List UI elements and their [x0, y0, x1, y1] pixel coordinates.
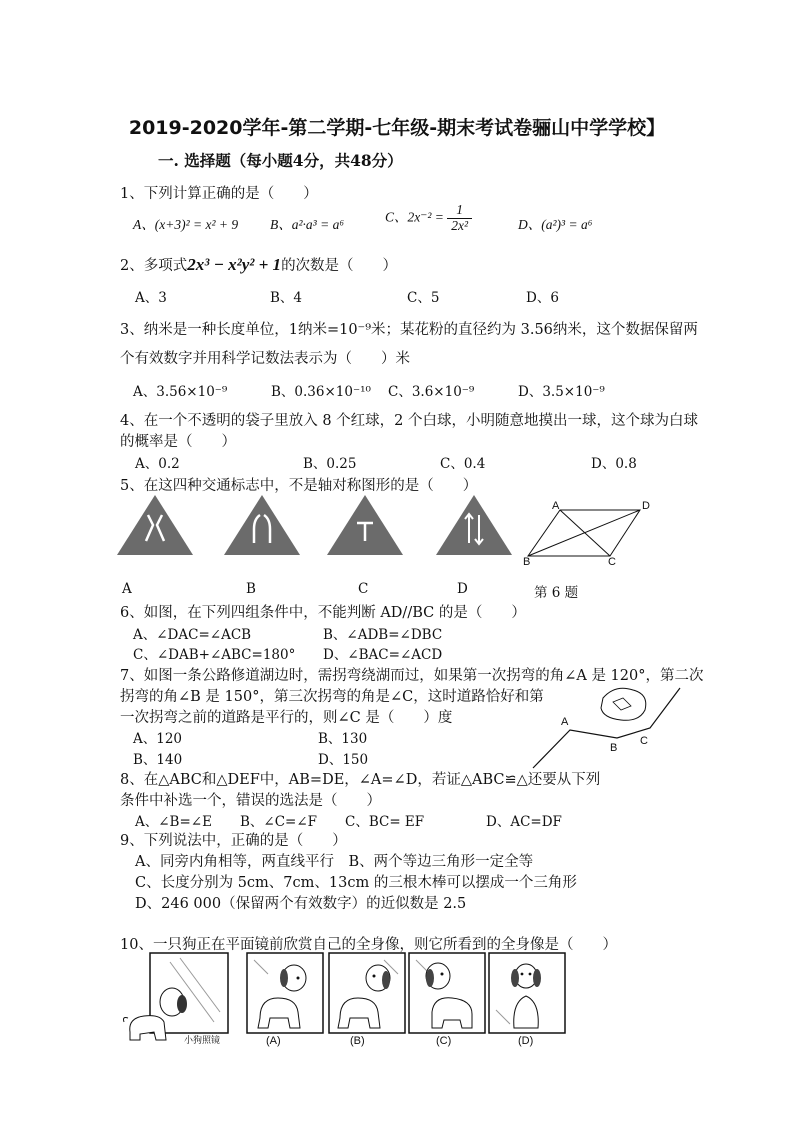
road-path	[533, 688, 680, 768]
lake-road-figure	[525, 680, 685, 770]
shine-d	[496, 1010, 510, 1024]
traffic-sign-a[interactable]	[115, 493, 195, 557]
dog-d-ear-left	[511, 969, 519, 987]
dog-c-body	[432, 998, 472, 1028]
q3-option-a[interactable]: A、3.56×10⁻⁹	[133, 384, 228, 400]
q5-label-c: C	[358, 581, 369, 597]
caption-a: (A)	[266, 1035, 281, 1047]
fig6-vertex-b: B	[523, 556, 531, 568]
caption-b: (B)	[350, 1035, 365, 1047]
lake-point-c: C	[640, 735, 648, 747]
q5-label-b: B	[246, 581, 256, 597]
q2-option-d[interactable]: D、6	[526, 290, 559, 306]
q7-option-a[interactable]: A、120	[133, 731, 183, 747]
q4-line1: 4、在一个不透明的袋子里放入 8 个红球，2 个白球，小明随意地摸出一球，这个球为白球	[120, 413, 698, 429]
q8-line1: 8、在△ABC和△DEF中，AB=DE，∠A=∠D，若证△ABC≌△还要从下列	[120, 772, 601, 788]
q10-image-d[interactable]	[488, 952, 566, 1034]
q3-option-d[interactable]: D、3.5×10⁻⁹	[518, 384, 605, 400]
q1-option-a[interactable]: A、(x+3)² = x² + 9	[133, 217, 239, 232]
q7-line2: 拐弯的角∠B 是 150°，第三次拐弯的角是∠C，这时道路恰好和第	[120, 689, 544, 705]
fig6-vertex-d: D	[642, 500, 650, 512]
q10-image-b[interactable]	[328, 952, 406, 1034]
q2-option-a[interactable]: A、3	[135, 290, 167, 306]
q2-stem-before: 2、多项式	[120, 258, 188, 274]
q1-stem: 1、下列计算正确的是（ ）	[120, 186, 318, 202]
fig6-vertex-a: A	[552, 500, 560, 512]
traffic-sign-b[interactable]	[222, 493, 302, 557]
dog-ear	[177, 995, 187, 1013]
q6-option-b[interactable]: B、∠ADB=∠DBC	[323, 627, 443, 643]
q7-option-d[interactable]: D、150	[318, 752, 369, 768]
q4-line2: 的概率是（ ）	[120, 434, 236, 450]
sign-b-triangle	[224, 495, 300, 555]
q1-c-denominator: 2x²	[451, 217, 469, 233]
q3-option-c[interactable]: C、3.6×10⁻⁹	[388, 384, 475, 400]
q4-option-c[interactable]: C、0.4	[440, 456, 486, 472]
dog-d-eye-left	[521, 973, 524, 976]
dog-d-body	[514, 996, 539, 1028]
q8-option-a[interactable]: A、∠B=∠E	[135, 814, 212, 830]
diagonal-bd	[528, 510, 640, 556]
dog-b-body	[338, 998, 380, 1028]
page-title: 2019-2020学年-第二学期-七年级-期末考试卷骊山中学学校】	[128, 117, 666, 139]
q6-option-d[interactable]: D、∠BAC=∠ACD	[323, 647, 443, 663]
q6-option-c[interactable]: C、∠DAB+∠ABC=180°	[133, 647, 296, 663]
caption-c: (C)	[436, 1035, 452, 1047]
traffic-sign-d[interactable]	[434, 493, 514, 557]
q4-option-a[interactable]: A、0.2	[135, 456, 180, 472]
q10-image-c[interactable]	[408, 952, 486, 1034]
fig6-caption: 第 6 题	[534, 585, 579, 601]
q2-option-b[interactable]: B、4	[270, 290, 303, 306]
dog-a-body	[258, 998, 300, 1028]
q6-stem: 6、如图，在下列四组条件中，不能判断 AD//BC 的是（ ）	[120, 605, 526, 621]
q7-line3: 一次拐弯之前的道路是平行的，则∠C 是（ ）度	[120, 710, 453, 726]
section-heading: 一. 选择题（每小题4分，共48分）	[158, 151, 403, 170]
caption-d: (D)	[518, 1035, 534, 1047]
shine-a	[254, 960, 268, 974]
q7-option-c[interactable]: B、140	[133, 752, 183, 768]
q3-line2: 个有效数字并用科学记数法表示为（ ）米	[120, 351, 410, 367]
dog-mirror-scene	[120, 952, 230, 1044]
q9-option-c[interactable]: C、长度分别为 5cm、7cm、13cm 的三根木棒可以摆成一个三角形	[135, 875, 577, 891]
traffic-sign-c[interactable]	[325, 493, 405, 557]
q10-image-a[interactable]	[246, 952, 324, 1034]
q8-option-c[interactable]: C、BC= EF	[345, 814, 425, 830]
dog-c-ear	[426, 969, 434, 987]
dog-d-ear-right	[533, 969, 541, 987]
q8-line2: 条件中补选一个，错误的选法是（ ）	[120, 793, 381, 809]
q7-line1: 7、如图一条公路修道湖边时，需拐弯绕湖而过，如果第一次拐弯的角∠A 是 120°，第二次	[120, 668, 704, 684]
q5-label-d: D	[457, 581, 468, 597]
dog-tail	[124, 1018, 129, 1023]
dog-b-eye	[373, 975, 376, 978]
q8-option-b[interactable]: B、∠C=∠F	[240, 814, 318, 830]
q6-option-a[interactable]: A、∠DAC=∠ACB	[133, 627, 252, 643]
q1-option-d[interactable]: D、(a²)³ = a⁶	[518, 217, 593, 232]
q4-option-d[interactable]: D、0.8	[591, 456, 637, 472]
q5-stem: 5、在这四种交通标志中，不是轴对称图形的是（ ）	[120, 478, 478, 494]
q2-expression: 2x³ − x²y² + 1	[187, 255, 282, 274]
q1-option-b[interactable]: B、a²·a³ = a⁶	[270, 217, 345, 232]
dog-a-eye	[297, 977, 300, 980]
q9-options-ab[interactable]: A、同旁内角相等，两直线平行 B、两个等边三角形一定全等	[135, 854, 534, 870]
q7-option-b[interactable]: B、130	[318, 731, 368, 747]
dog-d-eye-right	[529, 973, 532, 976]
figure-6-parallelogram	[520, 500, 655, 568]
lake-outline	[601, 688, 646, 720]
q9-option-d[interactable]: D、246 000（保留两个有效数字）的近似数是 2.5	[135, 896, 467, 912]
sign-a-triangle	[117, 495, 193, 555]
dog-c-eye	[441, 973, 444, 976]
q2-option-c[interactable]: C、5	[407, 290, 440, 306]
dog-a-ear	[280, 969, 288, 987]
q3-option-b[interactable]: B、0.36×10⁻¹⁰	[271, 384, 371, 400]
q1-c-numerator: 1	[447, 203, 472, 219]
q3-line1: 3、纳米是一种长度单位，1纳米=10⁻⁹米；某花粉的直径约为 3.56纳米，这个数据保留两	[120, 322, 698, 338]
dog-b-ear	[382, 971, 390, 989]
lake-point-a: A	[561, 716, 569, 728]
q5-label-a: A	[122, 581, 132, 597]
q1-option-c-fraction	[447, 203, 472, 234]
q10-stem: 10、一只狗正在平面镜前欣赏自己的全身像，则它所看到的全身像是（ ）	[120, 937, 617, 953]
q4-option-b[interactable]: B、0.25	[303, 456, 357, 472]
q1-option-c-prefix: C、2x⁻² =	[385, 209, 444, 225]
q8-option-d[interactable]: D、AC=DF	[486, 814, 562, 830]
caption-dog-mirror: 小狗照镜	[184, 1035, 221, 1045]
fig6-vertex-c: C	[608, 556, 616, 568]
q1-option-c[interactable]	[385, 203, 472, 234]
q2-stem	[120, 254, 397, 275]
lake-point-b: B	[610, 742, 618, 754]
q9-stem: 9、下列说法中，正确的是（ ）	[120, 833, 347, 849]
lake-island	[613, 698, 631, 710]
q2-stem-after: 的次数是（ ）	[281, 258, 398, 274]
dog-body	[130, 1016, 166, 1040]
sign-d-triangle	[436, 495, 512, 555]
